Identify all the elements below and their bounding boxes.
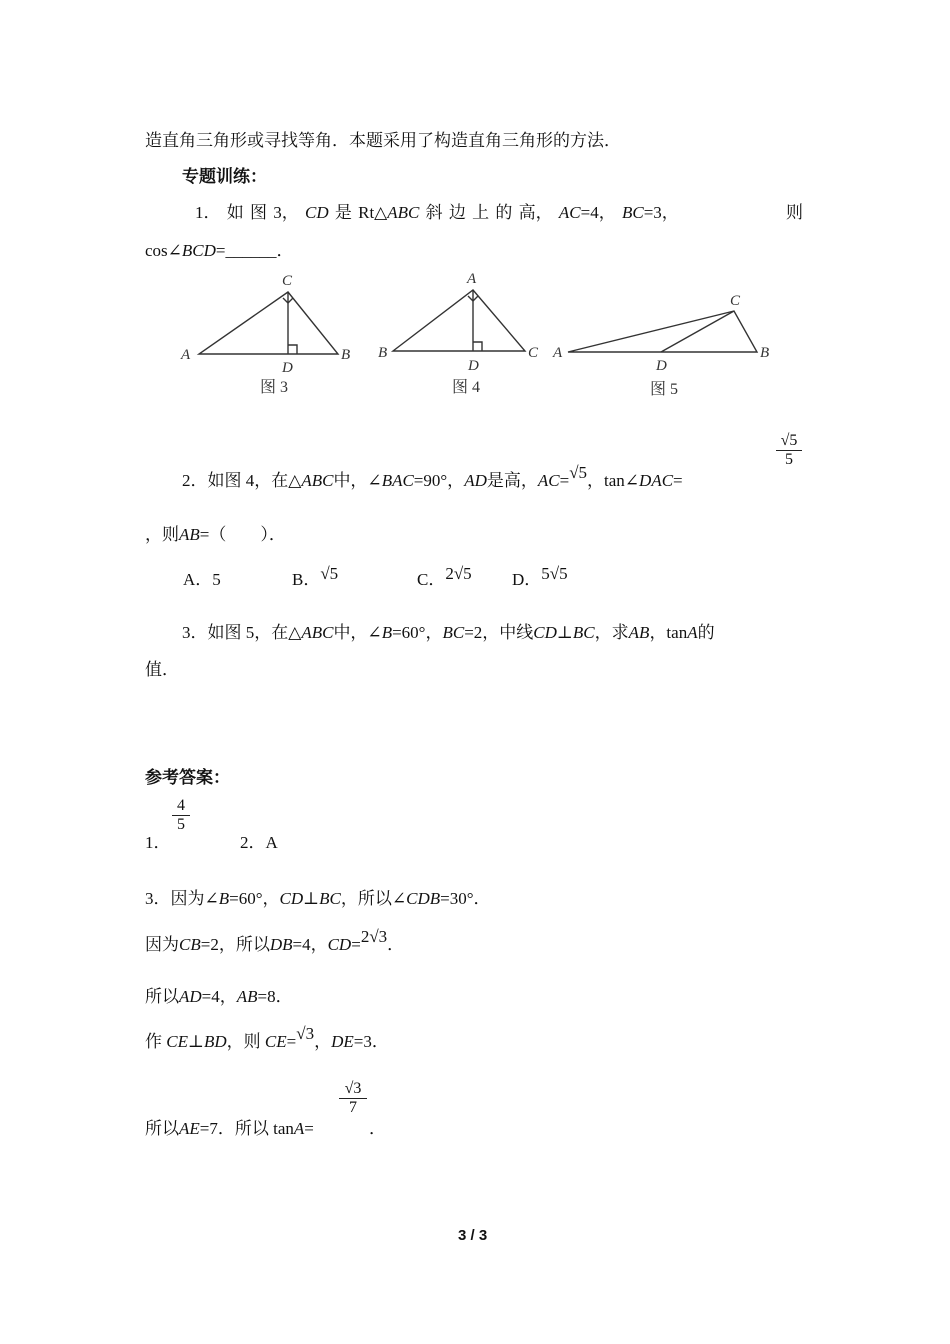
a3-var: BC	[319, 889, 341, 908]
a3-var: CD	[279, 889, 304, 908]
answer-3-fraction	[339, 1080, 367, 1117]
q3-cd: CD	[533, 623, 557, 642]
q2-ab: AB	[179, 525, 200, 544]
q2-eq: =	[673, 471, 683, 490]
a3-text: =60°，	[229, 889, 280, 908]
a3-var: CE	[264, 1032, 287, 1051]
q2-option-b-value: √5	[320, 564, 339, 583]
answer-1-number: 1．	[145, 833, 171, 852]
a3-var: DE	[331, 1032, 354, 1051]
q1-number: 1．	[195, 203, 221, 222]
q2-fraction	[776, 432, 802, 469]
a3-var: CE	[166, 1032, 188, 1051]
page-number: 3 / 3	[458, 1227, 488, 1244]
a3-text: ，	[314, 1032, 332, 1051]
a3-text: =30°．	[440, 889, 491, 908]
q2-bac: BAC	[381, 471, 414, 490]
q3-a: A	[687, 623, 698, 642]
answer-3-fraction-denominator: 7	[339, 1098, 367, 1117]
question-2-line-2	[145, 520, 286, 545]
a3-text: 因为	[145, 935, 179, 954]
answer-3-end: ．	[369, 1119, 386, 1138]
fig5-caption: 图 5	[650, 381, 679, 398]
fig5-label-d: D	[656, 358, 667, 374]
q3-bc: BC	[442, 623, 465, 642]
fig5-label-b: B	[760, 345, 770, 361]
q2-text: 2．如图 4，在△	[182, 471, 302, 490]
q1-text: 是 Rt△	[334, 203, 388, 222]
a3-text: =2，所以	[200, 935, 270, 954]
fig3-right-angle-mark	[288, 345, 297, 354]
q1-then: 则	[786, 203, 803, 222]
q1-ac-value: =4，	[580, 203, 616, 222]
q1-ac: AC	[558, 203, 581, 222]
a3-value: 2√3	[360, 927, 388, 946]
q3-b: B	[381, 623, 393, 642]
q2-option-a: A．5	[183, 570, 221, 589]
fig3-triangle	[199, 292, 338, 354]
a3-text: ，则	[226, 1032, 265, 1051]
q2-sqrt5: √5	[569, 463, 588, 482]
a3-var: CB	[179, 935, 201, 954]
a3-var: CDB	[406, 889, 441, 908]
a3-var: B	[218, 889, 230, 908]
answer-3-line-1	[145, 884, 491, 909]
fig5-label-c: C	[730, 293, 741, 309]
q2-option-d-value: 5√5	[541, 564, 568, 583]
answer-1-fraction	[172, 797, 190, 834]
q3-ab: AB	[628, 623, 650, 642]
q2-option-d	[512, 565, 568, 590]
a3-text: 作	[145, 1032, 167, 1051]
q1-bc: BC	[621, 203, 644, 222]
answer-1-numerator: 4	[177, 797, 185, 814]
answer-1-denominator: 5	[172, 815, 190, 834]
fig3-label-a: A	[181, 347, 191, 363]
a3-text: 3．因为∠	[145, 889, 219, 908]
practice-heading: 专题训练：	[182, 167, 267, 186]
q2-text: =90°，	[413, 471, 465, 490]
fig4-label-a: A	[467, 271, 477, 287]
fig5-label-a: A	[553, 345, 563, 361]
q2-ac: AC	[537, 471, 560, 490]
q3-text: ，求	[594, 623, 629, 642]
a3-text: =3．	[353, 1032, 389, 1051]
q3-text: =2，中线	[464, 623, 534, 642]
intro-line: 造直角三角形或寻找等角．本题采用了构造直角三角形的方法．	[145, 131, 621, 150]
fig4-caption: 图 4	[452, 379, 481, 396]
question-3-line-1	[182, 618, 715, 643]
answer-3-line-4	[145, 1024, 389, 1052]
a3-text: ，所以∠	[340, 889, 407, 908]
q2-text: =（ ）．	[199, 525, 286, 544]
q2-dac: DAC	[639, 471, 674, 490]
fig3-caption: 图 3	[260, 379, 289, 396]
answers-heading: 参考答案：	[145, 768, 230, 787]
q2-abc: ABC	[301, 471, 334, 490]
a3-var: AE	[179, 1119, 200, 1138]
fig3-label-b: B	[341, 347, 351, 363]
q3-text: 的	[697, 623, 715, 642]
fig3-label-d: D	[282, 360, 293, 376]
a3-text: ⊥	[187, 1032, 204, 1051]
question-2-line-1	[182, 463, 683, 491]
q3-abc: ABC	[301, 623, 334, 642]
q3-perp: ⊥	[556, 623, 573, 642]
q2-text: 中，∠	[333, 471, 382, 490]
q1-text: 斜 边 上 的 高，	[425, 203, 553, 222]
a3-var: BD	[203, 1032, 227, 1051]
q2-eq: =	[559, 471, 570, 490]
q2-fraction-denominator: 5	[776, 450, 802, 469]
a3-text: =	[304, 1119, 314, 1138]
q2-fraction-numerator: √5	[780, 432, 798, 449]
a3-text: =4，	[292, 935, 328, 954]
fig4-label-d: D	[468, 358, 479, 374]
fig4-triangle	[393, 290, 525, 351]
answer-3-line-5	[145, 1114, 314, 1139]
fig5-triangle	[568, 311, 757, 352]
q2-text: ，则	[145, 525, 179, 544]
a3-var: A	[293, 1119, 305, 1138]
q1-text: 如 图 3，	[226, 203, 299, 222]
q1-bcd: BCD	[181, 241, 216, 260]
figures	[0, 0, 950, 420]
fig4-label-c: C	[528, 345, 539, 361]
fig4-right-angle-mark	[473, 342, 482, 351]
q2-option-c-label: C．	[417, 570, 446, 589]
q1-abc: ABC	[387, 203, 420, 222]
answer-2: 2．A	[240, 833, 278, 852]
q1-answer-blank: =______．	[215, 241, 294, 260]
a3-text: 所以	[145, 987, 179, 1006]
a3-text: =	[286, 1032, 297, 1051]
q2-option-c-value: 2√5	[445, 564, 472, 583]
fig3-label-c: C	[282, 273, 293, 289]
fig4-label-b: B	[378, 345, 388, 361]
a3-value: √3	[296, 1024, 315, 1043]
q2-ad: AD	[464, 471, 487, 490]
q1-cd: CD	[305, 203, 329, 222]
a3-var: AB	[236, 987, 258, 1006]
a3-text: =4，	[201, 987, 237, 1006]
q2-option-b-label: B．	[292, 570, 321, 589]
q2-text: ，tan∠	[587, 471, 640, 490]
a3-text: ⊥	[303, 889, 320, 908]
answer-3-fraction-numerator: √3	[344, 1080, 362, 1097]
q3-text: 3．如图 5，在△	[182, 623, 302, 642]
question-3-line-2: 值．	[145, 660, 179, 679]
a3-text: =	[351, 935, 361, 954]
a3-var: AD	[179, 987, 202, 1006]
a3-text: =7．所以 tan	[199, 1119, 294, 1138]
answer-3-line-2	[145, 927, 405, 955]
q2-option-b	[292, 565, 338, 590]
q3-bc: BC	[572, 623, 595, 642]
a3-text: =8．	[257, 987, 293, 1006]
a3-var: CD	[327, 935, 352, 954]
q2-option-d-label: D．	[512, 570, 542, 589]
q1-cos: cos∠	[145, 241, 182, 260]
q3-text: ，tan	[649, 623, 688, 642]
a3-var: DB	[269, 935, 293, 954]
q3-text: 中，∠	[333, 623, 382, 642]
answer-3-line-3	[145, 982, 293, 1007]
q1-bc-value: =3，	[643, 203, 679, 222]
q3-text: =60°，	[392, 623, 443, 642]
a3-text: ．	[387, 935, 405, 954]
q2-option-c	[417, 565, 472, 590]
fig5-median	[661, 311, 734, 352]
q2-text: 是高，	[486, 471, 538, 490]
a3-text: 所以	[145, 1119, 179, 1138]
